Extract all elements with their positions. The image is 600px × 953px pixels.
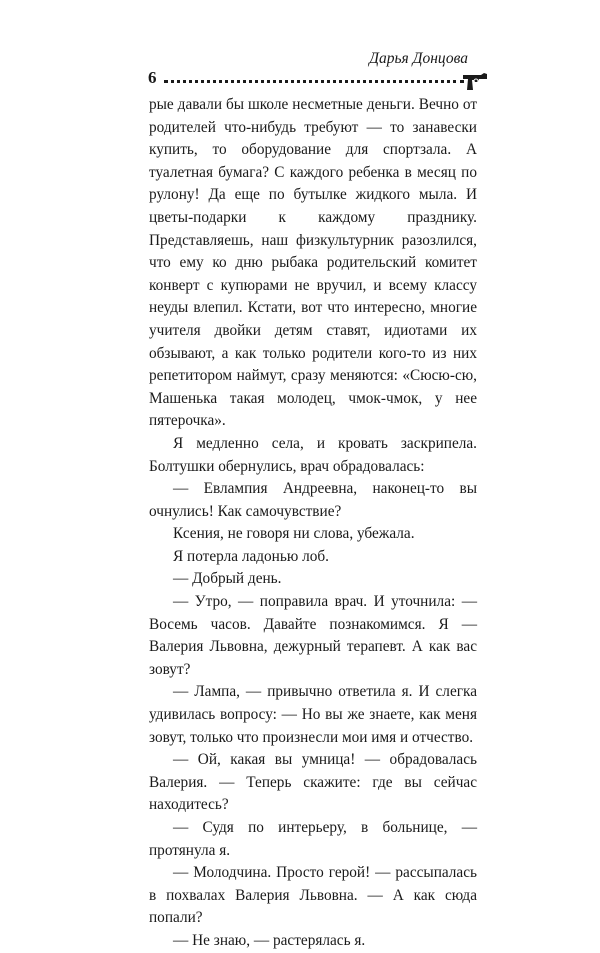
paragraph: Я медленно села, и кровать заскрипела. Болтушки обернулись, врач обрадовалась: (149, 434, 477, 475)
paragraph: рые давали бы школе несметные деньги. Вечно от родителей что-нибудь требуют — то занавески купить, то оборудование для спортзала. А туалетная бумага? С каждого ребенка в месяц по рулону! Да еще по бутылке жидкого мыла. И цветы-подарки к каждому празднику. Представляешь, наш физкультурник разозлился, что ему ко дню рыбака родительский комитет конверт с купюрами не вручил, и всему классу неуды влепил. Кстати, вот что интересно, многие учителя двойки детям ставят, идиотами их обзывают, а как только родители кого-то из них репетитором наймут, сразу меняются: «Сюсю-сю, Машенька такая молодец, чмок-чмок, у нее пятерочка». (149, 96, 477, 430)
dialogue-line: — Судя по интерьеру, в больнице, — протянула я. (149, 819, 477, 859)
running-head-author: Дарья Донцова (369, 50, 468, 67)
dot-leader (164, 80, 464, 83)
dialogue-line: — Утро, — поправила врач. И уточнила: — Восемь часов. Давайте познакомимся. Я — Валерия Львовна, дежурный терапевт. А как вас зовут? (149, 593, 477, 678)
pistol-icon (462, 70, 488, 92)
paragraph: Я потерла ладонью лоб. (173, 547, 329, 565)
dialogue-line: — Не знаю, — растерялась я. (173, 931, 366, 949)
dialogue-line: — Добрый день. (173, 570, 282, 588)
dialogue-line: — Евлампия Андреевна, наконец-то вы очнулись! Как самочувствие? (149, 480, 477, 520)
running-head (148, 46, 488, 90)
page-number: 6 (148, 68, 157, 87)
dialogue-line: — Лампа, — привычно ответила я. И слегка удивилась вопросу: — Но вы же знаете, как меня зовут, только что произнесли мои имя и отчество. (149, 683, 477, 746)
paragraph: Ксения, не говоря ни слова, убежала. (173, 525, 415, 543)
dialogue-line: — Молодчина. Просто герой! — рассыпалась в похвалах Валерия Львовна. — А как сюда попали? (149, 864, 477, 927)
dialogue-line: — Ой, какая вы умница! — обрадовалась Валерия. — Теперь скажите: где вы сейчас находитесь? (149, 751, 477, 814)
body-text (149, 94, 477, 953)
